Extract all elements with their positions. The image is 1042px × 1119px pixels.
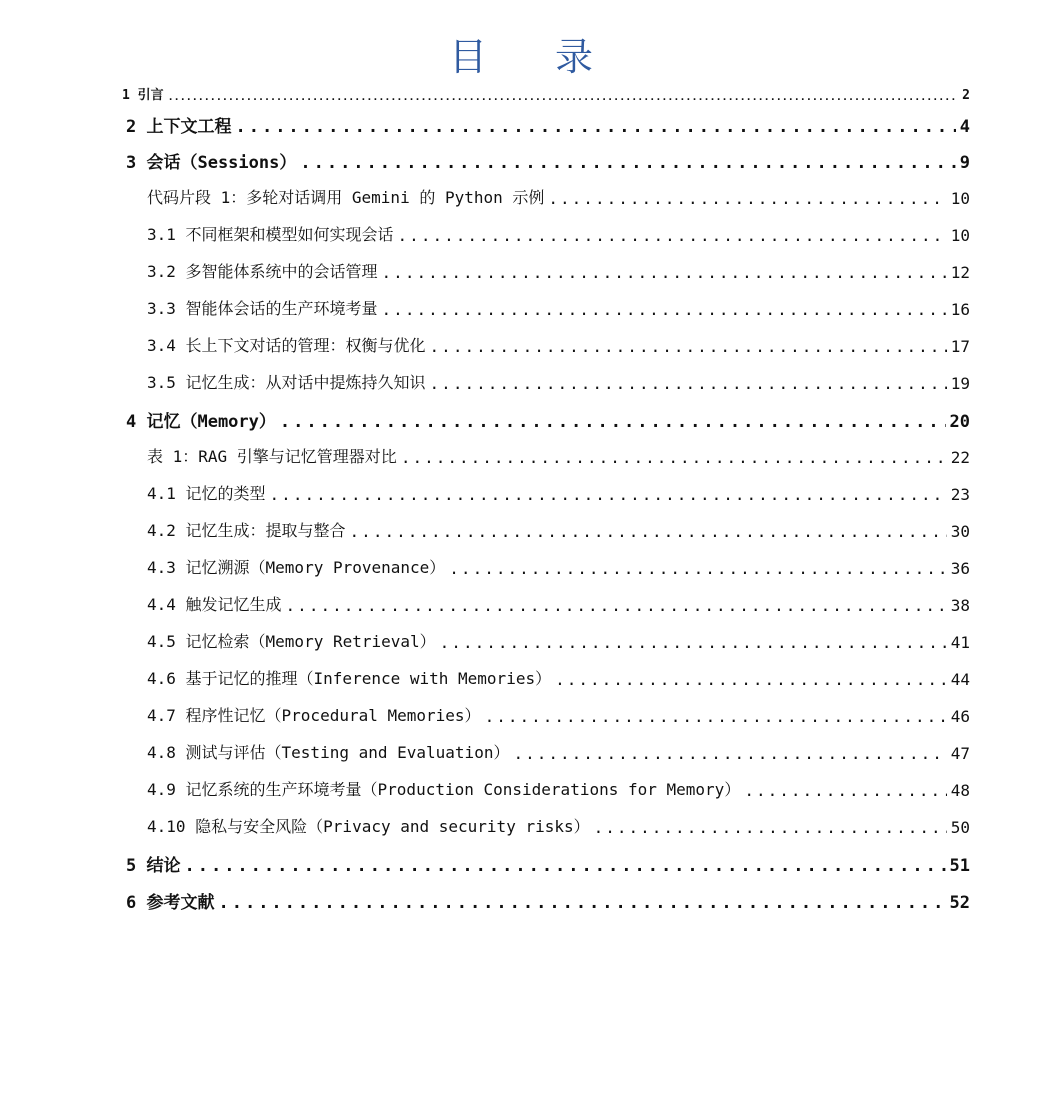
- toc-entry-label: 5 结论: [126, 856, 181, 876]
- toc-entry-page: 9: [959, 153, 970, 173]
- toc-entry-3-2[interactable]: [147, 259, 970, 282]
- toc-entry-page: 51: [949, 856, 970, 876]
- toc-entry-4-2[interactable]: [147, 518, 970, 541]
- toc-entry-page: 10: [950, 189, 970, 208]
- toc-entry-page: 41: [950, 633, 970, 652]
- toc-entry-label: 代码片段 1：多轮对话调用 Gemini 的 Python 示例: [147, 188, 545, 207]
- toc-entry-4-7[interactable]: [147, 703, 970, 726]
- toc-leader-dots: [401, 448, 947, 467]
- toc-entry-page: 16: [950, 300, 970, 319]
- toc-entry-4-9[interactable]: [147, 777, 970, 800]
- toc-entry-label: 4.7 程序性记忆（Procedural Memories）: [147, 706, 481, 725]
- toc-leader-dots: [280, 412, 946, 432]
- toc-leader-dots: [218, 893, 945, 913]
- toc-entry-page: 48: [950, 781, 970, 800]
- toc-entry-3-1[interactable]: [147, 222, 970, 245]
- toc-entry-label: 2 上下文工程: [126, 117, 232, 137]
- toc-entry-label: 3.3 智能体会话的生产环境考量: [147, 299, 378, 318]
- toc-leader-dots: [382, 300, 947, 319]
- toc-entry-label: 4.5 记忆检索（Memory Retrieval）: [147, 632, 436, 651]
- toc-entry-page: 52: [949, 893, 970, 913]
- toc-entry-page: 38: [950, 596, 970, 615]
- toc-entry-4-3[interactable]: [147, 555, 970, 578]
- toc-entry-2[interactable]: [126, 112, 970, 137]
- toc-entry-4-table[interactable]: [147, 444, 970, 467]
- toc-leader-dots: [430, 374, 947, 393]
- toc-leader-dots: [398, 226, 947, 245]
- toc-entry-label: 6 参考文献: [126, 893, 215, 913]
- toc-entry-label: 1 引言: [122, 88, 164, 103]
- toc-entry-page: 10: [950, 226, 970, 245]
- toc-entry-3-code[interactable]: [147, 185, 970, 208]
- toc-entry-page: 47: [950, 744, 970, 763]
- toc-entry-1[interactable]: [122, 84, 970, 103]
- toc-entry-3-5[interactable]: [147, 370, 970, 393]
- toc-entry-page: 36: [950, 559, 970, 578]
- toc-entry-4-1[interactable]: [147, 481, 970, 504]
- toc-leader-dots: [485, 707, 947, 726]
- toc-leader-dots: [513, 744, 946, 763]
- toc-entry-label: 3 会话（Sessions）: [126, 153, 297, 173]
- toc-entry-label: 4 记忆（Memory）: [126, 412, 276, 432]
- toc-entry-5[interactable]: [126, 851, 970, 876]
- toc-entry-label: 4.4 触发记忆生成: [147, 595, 282, 614]
- toc-entry-page: 44: [950, 670, 970, 689]
- toc-entry-label: 4.8 测试与评估（Testing and Evaluation）: [147, 743, 510, 762]
- toc-entry-label: 4.6 基于记忆的推理（Inference with Memories）: [147, 669, 552, 688]
- toc-entry-label: 4.2 记忆生成：提取与整合: [147, 521, 346, 540]
- toc-entry-4-10[interactable]: [147, 814, 970, 837]
- toc-entry-page: 4: [959, 117, 970, 137]
- toc-entry-label: 3.5 记忆生成：从对话中提炼持久知识: [147, 373, 426, 392]
- toc-leader-dots: [286, 596, 947, 615]
- toc-entry-label: 4.9 记忆系统的生产环境考量（Production Considerations for Memory）: [147, 780, 741, 799]
- toc-entry-label: 3.2 多智能体系统中的会话管理: [147, 262, 378, 281]
- toc-entry-label: 3.1 不同框架和模型如何实现会话: [147, 225, 394, 244]
- toc-entry-page: 19: [950, 374, 970, 393]
- toc-entry-label: 4.3 记忆溯源（Memory Provenance）: [147, 558, 446, 577]
- toc-entry-page: 23: [950, 485, 970, 504]
- toc-leader-dots: [350, 522, 947, 541]
- toc-leader-dots: [594, 818, 947, 837]
- toc-entry-3-3[interactable]: [147, 296, 970, 319]
- toc-entry-page: 20: [949, 412, 970, 432]
- toc-leader-dots: [184, 856, 945, 876]
- toc-entry-label: 4.1 记忆的类型: [147, 484, 266, 503]
- toc-entry-page: 22: [950, 448, 970, 467]
- toc-entry-page: 50: [950, 818, 970, 837]
- toc-entry-label: 4.10 隐私与安全风险（Privacy and security risks）: [147, 817, 590, 836]
- toc-entry-page: 12: [950, 263, 970, 282]
- toc-entry-6[interactable]: [126, 888, 970, 913]
- toc-leader-dots: [440, 633, 947, 652]
- toc-entry-label: 表 1：RAG 引擎与记忆管理器对比: [147, 447, 397, 466]
- toc-leader-dots: [548, 189, 946, 208]
- toc-entry-label: 3.4 长上下文对话的管理：权衡与优化: [147, 336, 426, 355]
- toc-entry-page: 30: [950, 522, 970, 541]
- toc-entry-page: 46: [950, 707, 970, 726]
- toc-leader-dots: [430, 337, 947, 356]
- toc-leader-dots: [235, 117, 955, 137]
- toc-leader-dots: [555, 670, 947, 689]
- toc-entry-3-4[interactable]: [147, 333, 970, 356]
- toc-entry-4-5[interactable]: [147, 629, 970, 652]
- toc-entry-4-4[interactable]: [147, 592, 970, 615]
- toc-leader-dots: [168, 92, 959, 103]
- toc-entry-page: 17: [950, 337, 970, 356]
- toc-leader-dots: [744, 781, 946, 800]
- toc-entry-page: 2: [962, 88, 970, 103]
- toc-leader-dots: [382, 263, 947, 282]
- page-title: 目 录: [448, 35, 622, 79]
- toc-leader-dots: [270, 485, 947, 504]
- toc-entry-4-8[interactable]: [147, 740, 970, 763]
- toc-leader-dots: [300, 153, 955, 173]
- toc-entry-4-6[interactable]: [147, 666, 970, 689]
- toc-entry-4[interactable]: [126, 407, 970, 432]
- toc-entry-3[interactable]: [126, 148, 970, 173]
- toc-leader-dots: [449, 559, 946, 578]
